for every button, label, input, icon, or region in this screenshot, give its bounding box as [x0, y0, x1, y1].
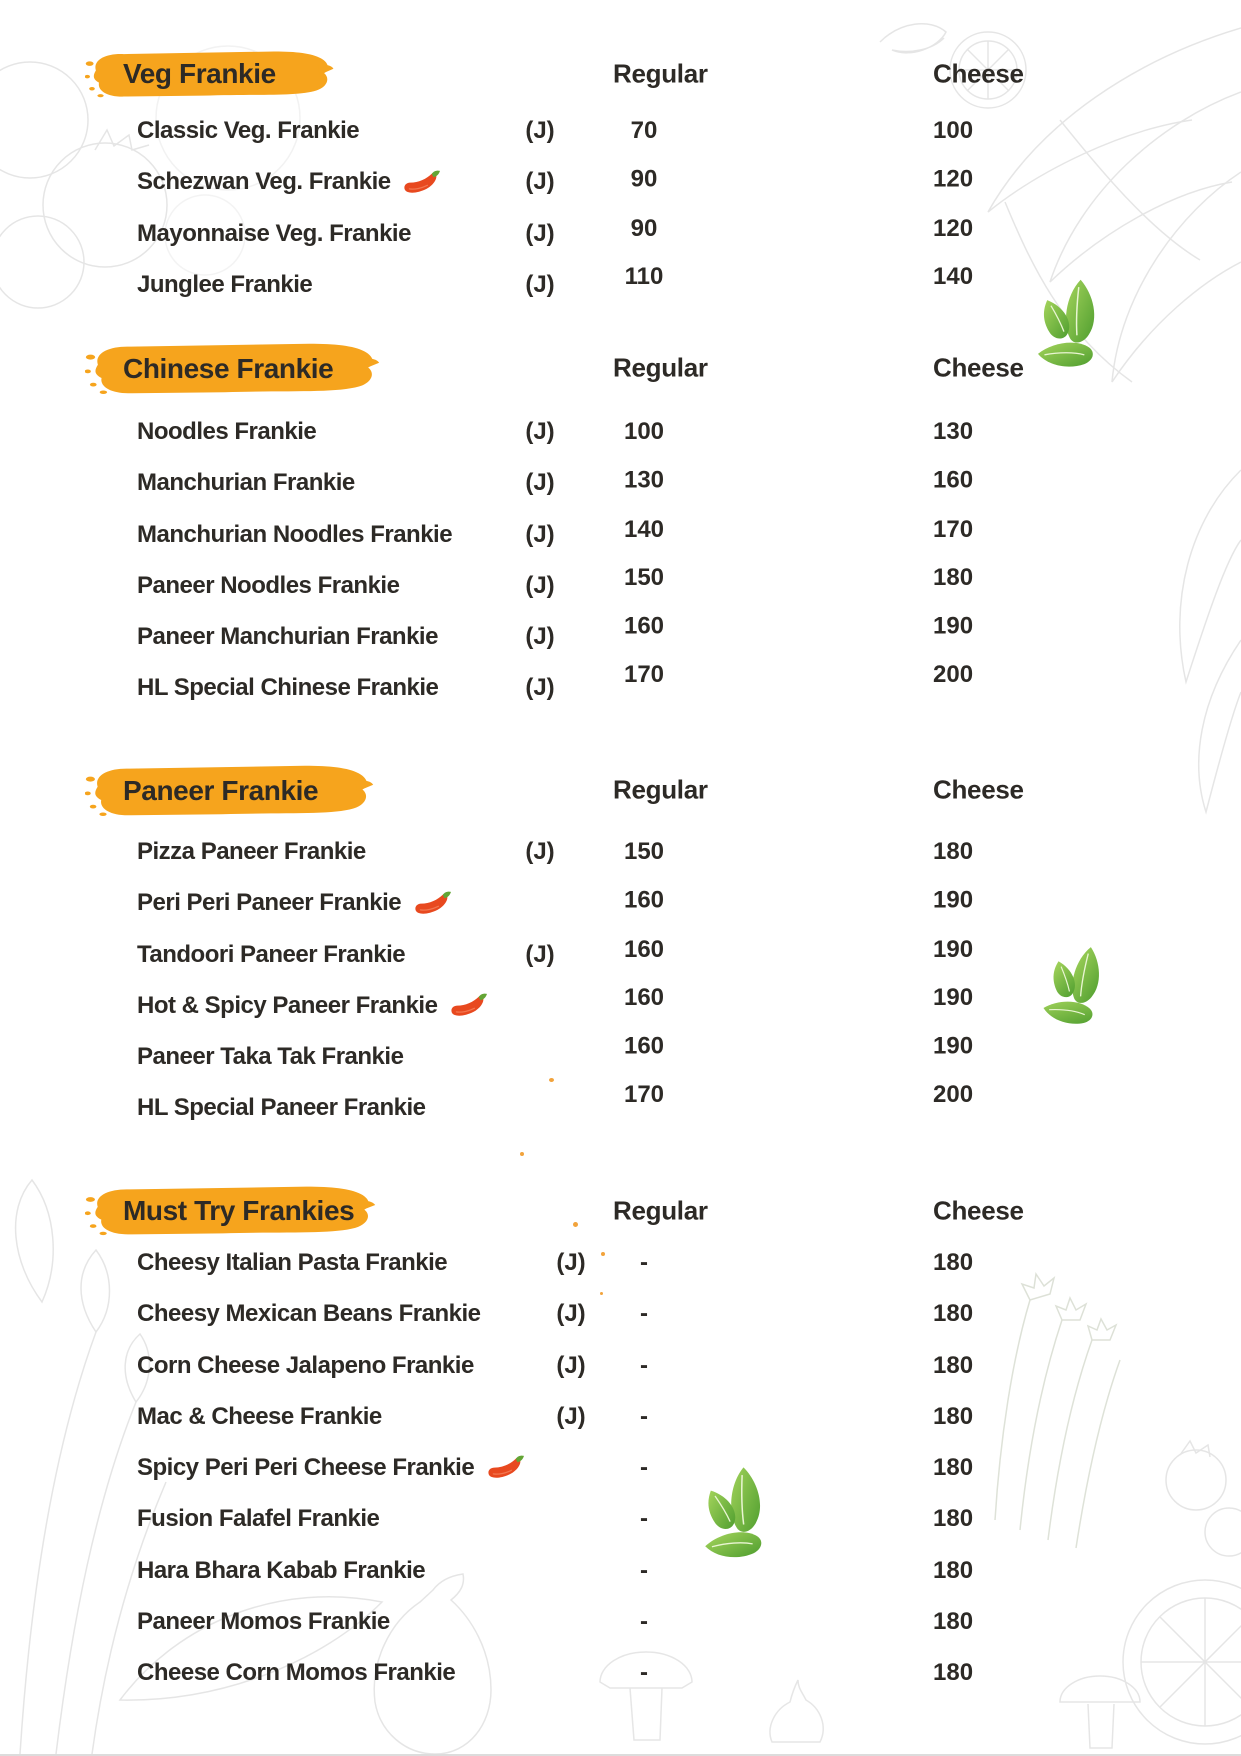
item-name: HL Special Paneer Frankie [137, 1094, 426, 1122]
item-name-wrap [137, 208, 411, 262]
section-header-row [0, 48, 1241, 104]
item-name: Spicy Peri Peri Cheese Frankie [137, 1454, 475, 1482]
jain-option-label: (J) [525, 838, 555, 865]
section-items [0, 406, 1241, 714]
item-price-cheese: 180 [933, 1556, 974, 1584]
menu-item-row [0, 1082, 1241, 1133]
item-name-wrap [137, 929, 405, 983]
menu-section [0, 1183, 1241, 1687]
chili-icon [413, 891, 453, 918]
column-header-regular: Regular [613, 774, 708, 805]
paint-speckle [549, 1078, 554, 1082]
column-header-cheese: Cheese [933, 1195, 1024, 1226]
item-price-regular: - [640, 1505, 648, 1533]
section-header-row [0, 1183, 1241, 1239]
jain-option-label: (J) [525, 571, 555, 599]
item-name-wrap [137, 1442, 526, 1496]
item-price-regular: - [640, 1402, 648, 1430]
item-price-regular: - [640, 1556, 648, 1584]
jain-option-label: (J) [525, 674, 555, 702]
item-price-cheese: 200 [933, 661, 974, 689]
item-name-wrap [137, 560, 399, 614]
menu-item-row [0, 1493, 1241, 1544]
item-name: Paneer Momos Frankie [137, 1608, 390, 1636]
item-name-wrap [137, 406, 316, 460]
jain-option-label: (J) [525, 520, 555, 548]
menu-item-row [0, 406, 1241, 457]
jain-option-label: (J) [556, 1249, 586, 1276]
column-header-cheese: Cheese [933, 774, 1024, 805]
item-price-cheese: 180 [933, 1505, 974, 1533]
item-name-wrap [137, 1288, 481, 1342]
menu-item-row [0, 457, 1241, 508]
menu-item-row [0, 1545, 1241, 1596]
section-header-highlight [85, 1183, 377, 1238]
item-price-cheese: 140 [933, 263, 974, 291]
item-price-regular: 170 [623, 661, 665, 689]
section-items [0, 105, 1241, 310]
item-name: HL Special Chinese Frankie [137, 674, 439, 702]
menu-section [0, 340, 1241, 702]
section-items [0, 826, 1241, 1134]
section-header-highlight [85, 340, 381, 397]
item-price-cheese: 190 [933, 886, 974, 914]
item-name-wrap [137, 826, 366, 880]
item-price-cheese: 190 [933, 984, 974, 1012]
item-price-regular: - [640, 1351, 648, 1379]
item-name-wrap [137, 1545, 425, 1599]
item-price-regular: 100 [623, 418, 665, 445]
item-price-regular: 150 [623, 564, 665, 592]
item-name-wrap [137, 1391, 382, 1445]
section-title: Veg Frankie [123, 58, 276, 89]
item-name-wrap [137, 980, 489, 1034]
section-items [0, 1237, 1241, 1699]
item-price-cheese: 120 [933, 165, 974, 193]
item-price-cheese: 180 [933, 1249, 974, 1276]
item-name: Mayonnaise Veg. Frankie [137, 219, 411, 247]
section-header-row [0, 762, 1241, 818]
menu-item-row [0, 1596, 1241, 1647]
menu-item-row [0, 1391, 1241, 1442]
item-name-wrap [137, 509, 452, 563]
item-name: Cheesy Italian Pasta Frankie [137, 1249, 448, 1276]
item-price-cheese: 180 [933, 1608, 974, 1636]
item-name: Pizza Paneer Frankie [137, 838, 366, 865]
item-price-regular: - [640, 1249, 648, 1276]
menu-item-row [0, 1237, 1241, 1288]
item-price-cheese: 100 [933, 117, 974, 144]
paint-speckle [520, 1152, 524, 1156]
item-price-cheese: 120 [933, 214, 974, 242]
item-name-wrap [137, 1596, 390, 1650]
column-header-cheese: Cheese [933, 352, 1024, 383]
item-price-regular: 90 [630, 165, 658, 193]
item-price-cheese: 180 [933, 838, 974, 865]
item-price-regular: 160 [623, 984, 665, 1012]
jain-option-label: (J) [525, 117, 555, 144]
item-name-wrap [137, 1237, 447, 1291]
jain-option-label: (J) [525, 623, 555, 651]
menu-item-row [0, 1647, 1241, 1698]
item-price-regular: 70 [630, 117, 658, 144]
section-title: Paneer Frankie [123, 775, 319, 806]
item-price-regular: 110 [624, 263, 664, 291]
menu-item-row [0, 156, 1241, 207]
item-price-cheese: 180 [933, 1351, 974, 1379]
item-name: Cheese Corn Momos Frankie [137, 1659, 456, 1687]
item-name: Paneer Noodles Frankie [137, 571, 400, 599]
jain-option-label: (J) [525, 469, 555, 497]
item-name-wrap [137, 1082, 426, 1136]
item-name: Fusion Falafel Frankie [137, 1505, 380, 1533]
item-name-wrap [137, 611, 438, 665]
menu-item-row [0, 1442, 1241, 1493]
section-title: Chinese Frankie [123, 353, 334, 384]
item-price-regular: 160 [623, 935, 665, 963]
menu-item-row [0, 1340, 1241, 1391]
item-price-cheese: 180 [933, 1300, 974, 1328]
item-name: Classic Veg. Frankie [137, 117, 360, 144]
item-price-regular: 170 [623, 1081, 665, 1109]
item-price-regular: - [640, 1608, 648, 1636]
item-price-cheese: 190 [933, 612, 974, 640]
menu-section [0, 762, 1241, 1122]
paint-speckle [601, 1252, 605, 1256]
jain-option-label: (J) [556, 1300, 586, 1328]
item-price-regular: 130 [623, 466, 665, 494]
item-name: Hot & Spicy Paneer Frankie [137, 991, 438, 1019]
item-price-regular: 150 [623, 838, 665, 865]
item-name: Tandoori Paneer Frankie [137, 940, 406, 968]
paint-speckle [573, 1222, 578, 1227]
section-header-row [0, 340, 1241, 396]
item-price-regular: 90 [630, 214, 658, 242]
item-price-regular: 160 [623, 612, 665, 640]
column-header-cheese: Cheese [933, 58, 1024, 89]
menu-section [0, 48, 1241, 298]
item-price-cheese: 190 [933, 935, 974, 963]
item-price-regular: 160 [623, 886, 665, 914]
item-name: Paneer Taka Tak Frankie [137, 1043, 404, 1071]
jain-option-label: (J) [525, 219, 555, 247]
menu-item-row [0, 1288, 1241, 1339]
item-name-wrap [137, 105, 359, 159]
item-name-wrap [137, 259, 312, 313]
column-header-regular: Regular [613, 352, 708, 383]
item-name: Manchurian Noodles Frankie [137, 520, 453, 548]
item-name: Junglee Frankie [137, 270, 313, 298]
item-price-cheese: 200 [933, 1081, 974, 1109]
paint-speckle [600, 1292, 603, 1295]
item-name: Hara Bhara Kabab Frankie [137, 1556, 426, 1584]
jain-option-label: (J) [525, 168, 555, 196]
jain-option-label: (J) [525, 270, 555, 298]
item-price-cheese: 190 [933, 1032, 974, 1060]
menu-item-row [0, 877, 1241, 928]
column-header-regular: Regular [613, 1195, 708, 1226]
jain-option-label: (J) [525, 940, 555, 968]
chili-icon [402, 170, 442, 197]
menu-item-row [0, 662, 1241, 713]
item-name-wrap [137, 156, 442, 210]
item-price-cheese: 180 [933, 1402, 974, 1430]
item-name-wrap [137, 1031, 403, 1085]
item-name-wrap [137, 662, 438, 716]
section-header-highlight [85, 48, 335, 100]
item-name: Paneer Manchurian Frankie [137, 623, 438, 651]
menu-item-row [0, 105, 1241, 156]
column-header-regular: Regular [613, 58, 708, 89]
menu-item-row [0, 826, 1241, 877]
item-price-regular: - [640, 1454, 648, 1482]
item-name-wrap [137, 1340, 474, 1394]
item-price-cheese: 180 [933, 1454, 974, 1482]
item-price-cheese: 160 [933, 466, 974, 494]
section-title: Must Try Frankies [123, 1195, 355, 1226]
item-price-cheese: 180 [933, 564, 974, 592]
item-name: Schezwan Veg. Frankie [137, 168, 391, 196]
item-name: Manchurian Frankie [137, 469, 355, 497]
item-name: Peri Peri Paneer Frankie [137, 889, 402, 917]
item-name: Corn Cheese Jalapeno Frankie [137, 1351, 474, 1379]
item-price-cheese: 180 [933, 1659, 974, 1687]
section-header-highlight [85, 762, 375, 819]
item-name-wrap [137, 877, 453, 931]
item-price-cheese: 170 [933, 515, 974, 543]
item-name-wrap [137, 1647, 455, 1701]
item-name-wrap [137, 457, 355, 511]
item-name: Cheesy Mexican Beans Frankie [137, 1300, 481, 1328]
jain-option-label: (J) [556, 1402, 586, 1430]
chili-icon [486, 1455, 526, 1482]
item-price-regular: 140 [623, 515, 665, 543]
item-price-regular: - [640, 1659, 648, 1687]
item-name: Noodles Frankie [137, 418, 317, 445]
jain-option-label: (J) [525, 418, 555, 445]
item-price-regular: - [640, 1300, 648, 1328]
item-name-wrap [137, 1493, 379, 1547]
chili-icon [449, 993, 489, 1020]
item-price-cheese: 130 [933, 418, 974, 445]
item-name: Mac & Cheese Frankie [137, 1402, 382, 1430]
item-price-regular: 160 [623, 1032, 665, 1060]
jain-option-label: (J) [556, 1351, 586, 1379]
menu-item-row [0, 259, 1241, 310]
